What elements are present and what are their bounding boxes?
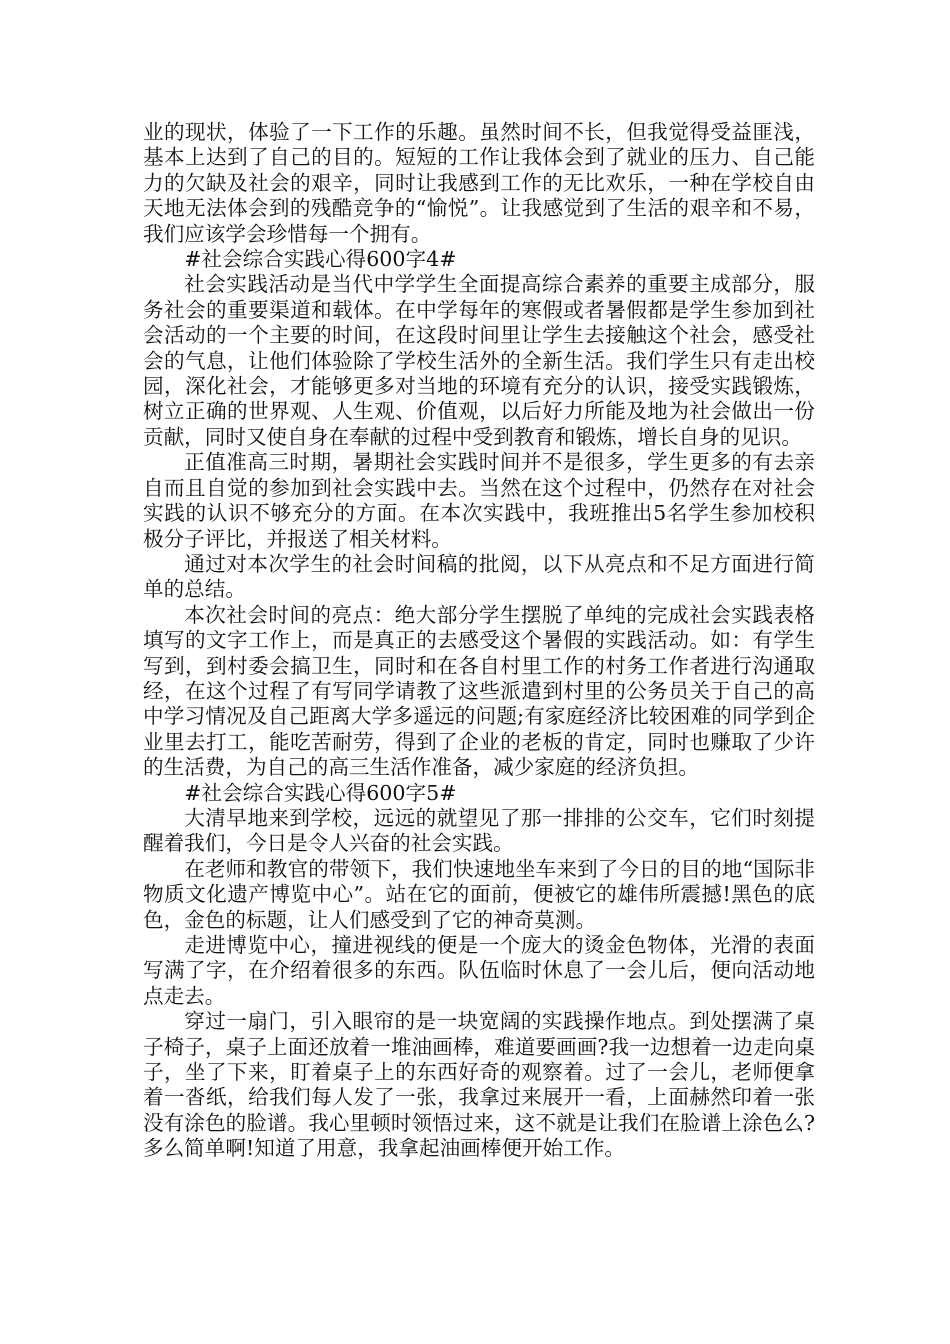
paragraph: 通过对本次学生的社会时间稿的批阅，以下从亮点和不足方面进行简单的总结。 bbox=[143, 551, 815, 602]
paragraph: 业的现状，体验了一下工作的乐趣。虽然时间不长，但我觉得受益匪浅，基本上达到了自己的目的。短短的工作让我体会到了就业的压力、自己能力的欠缺及社会的艰辛，同时让我感到工作的无比欢乐，一种在学校自由天地无法体会到的残酷竞争的“愉悦”。让我感觉到了生活的艰辛和不易，我们应该学会珍惜每一个拥有。 bbox=[143, 120, 815, 246]
paragraph: 穿过一扇门，引入眼帘的是一块宽阔的实践操作地点。到处摆满了桌子椅子，桌子上面还放着一堆油画棒，难道要画画?我一边想着一边走向桌子，坐了下来，盯着桌子上的东西好奇的观察着。过了一会儿，老师便拿着一沓纸，给我们每人发了一张，我拿过来展开一看，上面赫然印着一张没有涂色的脸谱。我心里顿时领悟过来，这不就是让我们在脸谱上涂色么?多么简单啊!知道了用意，我拿起油画棒便开始工作。 bbox=[143, 1009, 815, 1161]
paragraph: 走进博览中心，撞进视线的便是一个庞大的烫金色物体，光滑的表面写满了字，在介绍着很多的东西。队伍临时休息了一会儿后，便向活动地点走去。 bbox=[143, 933, 815, 1008]
paragraph: 大清早地来到学校，远远的就望见了那一排排的公交车，它们时刻提醒着我们，今日是令人兴奋的社会实践。 bbox=[143, 805, 815, 856]
document-page bbox=[143, 120, 815, 1162]
paragraph: 本次社会时间的亮点：绝大部分学生摆脱了单纯的完成社会实践表格填写的文字工作上，而是真正的去感受这个暑假的实践活动。如：有学生写到，到村委会搞卫生，同时和在各自村里工作的村务工作者进行沟通取经，在这个过程了有写同学请教了这些派遣到村里的公务员关于自己的高中学习情况及自己距离大学多遥远的问题;有家庭经济比较困难的同学到企业里去打工，能吃苦耐劳，得到了企业的老板的肯定，同时也赚取了少许的生活费，为自己的高三生活作准备，减少家庭的经济负担。 bbox=[143, 602, 815, 780]
paragraph: 社会实践活动是当代中学学生全面提高综合素养的重要主成部分，服务社会的重要渠道和载体。在中学每年的寒假或者暑假都是学生参加到社会活动的一个主要的时间，在这段时间里让学生去接触这个社会，感受社会的气息，让他们体验除了学校生活外的全新生活。我们学生只有走出校园，深化社会，才能够更多对当地的环境有充分的认识，接受实践锻炼，树立正确的世界观、人生观、价值观，以后好力所能及地为社会做出一份贡献，同时又使自身在奉献的过程中受到教育和锻炼，增长自身的见识。 bbox=[143, 272, 815, 449]
section-heading: #社会综合实践心得600字4# bbox=[184, 247, 457, 272]
section-heading: #社会综合实践心得600字5# bbox=[184, 780, 457, 805]
paragraph: 在老师和教官的带领下，我们快速地坐车来到了今日的目的地“国际非物质文化遗产博览中心”。站在它的面前，便被它的雄伟所震撼!黑色的底色，金色的标题，让人们感受到了它的神奇莫测。 bbox=[143, 856, 815, 932]
paragraph: 正值准高三时期，暑期社会实践时间并不是很多，学生更多的有去亲自而且自觉的参加到社会实践中去。当然在这个过程中，仍然存在对社会实践的认识不够充分的方面。在本次实践中，我班推出5名学生参加校积极分子评比，并报送了相关材料。 bbox=[143, 450, 815, 551]
